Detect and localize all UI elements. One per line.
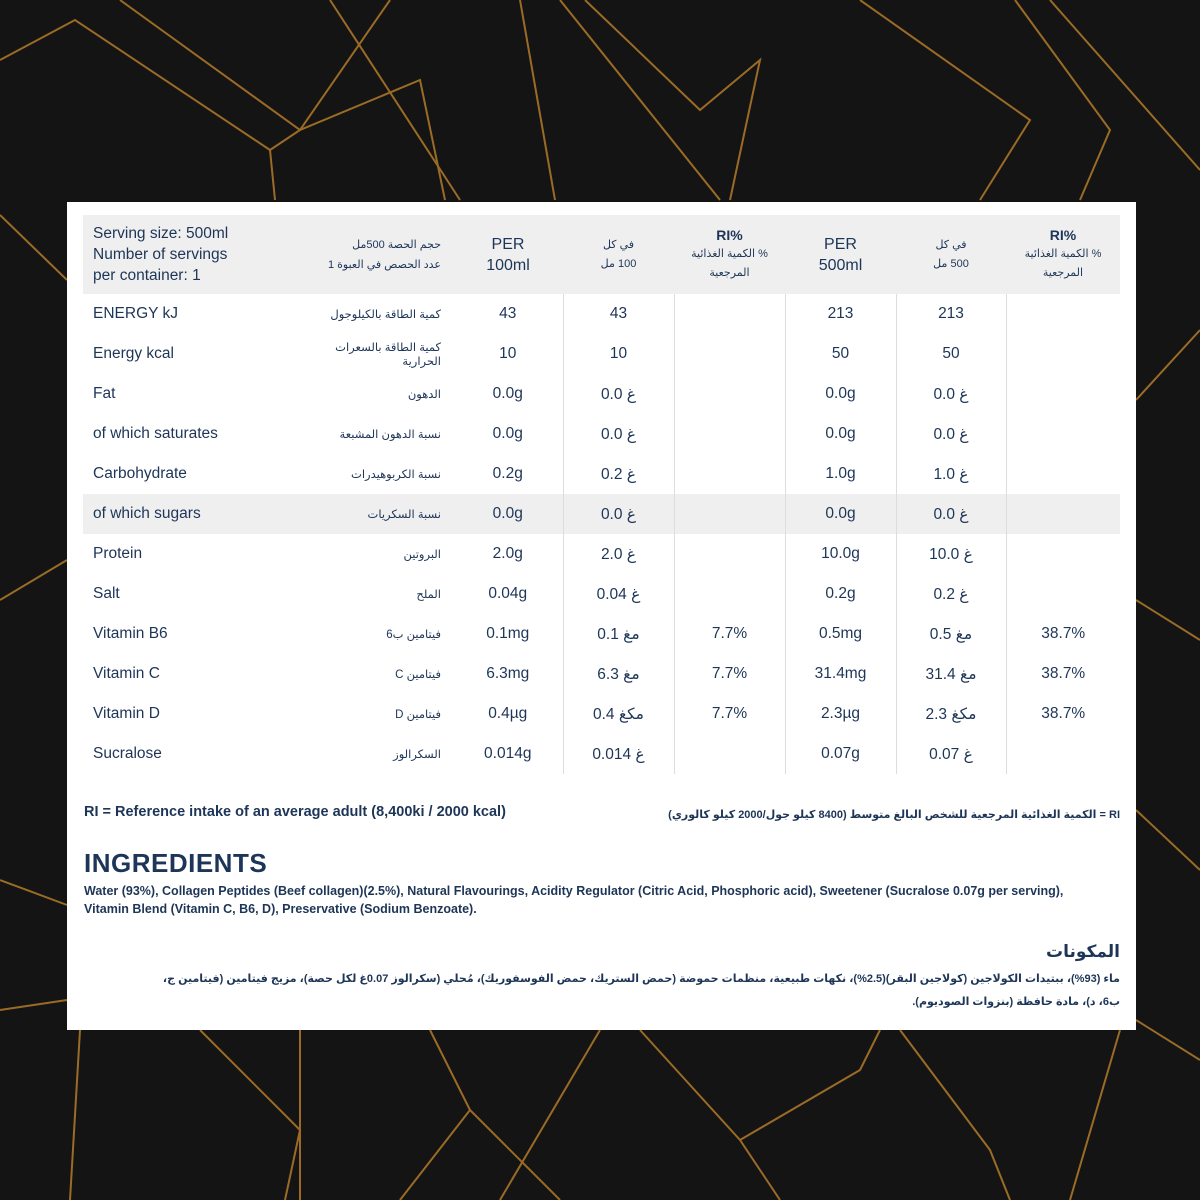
value-per-500ml-ar: 0.0 غ — [896, 494, 1006, 534]
value-per-100ml-ar: 0.2 غ — [563, 454, 674, 494]
value-per-100ml-ar: 43 — [563, 294, 674, 334]
ri-500ml-header: %RI % الكمية الغذائية المرجعية — [1024, 227, 1102, 279]
value-per-100ml: 2.0g — [492, 545, 523, 562]
value-per-500ml: 0.2g — [785, 574, 896, 614]
serving-info-en: Serving size: 500ml Number of servings per container: 1 — [93, 225, 229, 284]
nutrition-label-card — [67, 202, 1136, 1030]
per-500ml-header: PER 500ml — [818, 235, 863, 274]
value-per-500ml-ar: 10.0 غ — [896, 534, 1006, 574]
ri-100ml-header: %RI % الكمية الغذائية المرجعية — [691, 227, 768, 279]
table-row — [83, 494, 1120, 534]
ingredients-title: INGREDIENTS — [84, 848, 268, 878]
value-per-500ml-ar: 0.2 غ — [896, 574, 1006, 614]
value-per-100ml-ar: 0.0 غ — [563, 494, 674, 534]
per-500ml-header-ar: في كل 500 مل — [933, 238, 969, 270]
table-row — [83, 414, 1120, 454]
table-row — [83, 694, 1120, 734]
value-per-500ml: 0.0g — [785, 414, 896, 454]
ri-footnote-en: RI = Reference intake of an average adult (8,400ki / 2000 kcal) — [84, 804, 506, 820]
nutrient-name: Protein — [93, 545, 143, 562]
ri-per-100ml: 7.7% — [674, 614, 785, 654]
ri-per-100ml — [674, 374, 785, 414]
ri-per-500ml — [1006, 374, 1120, 414]
ri-per-500ml: 38.7% — [1006, 654, 1120, 694]
value-per-500ml-ar: 0.0 غ — [896, 414, 1006, 454]
table-row — [83, 734, 1120, 774]
value-per-100ml: 43 — [499, 305, 517, 322]
per-100ml-header-ar: في كل 100 مل — [600, 238, 637, 270]
ri-per-500ml — [1006, 734, 1120, 774]
value-per-100ml-ar: 6.3 مغ — [563, 654, 674, 694]
nutrient-name: Vitamin B6 — [93, 625, 168, 642]
nutrient-name: Salt — [93, 585, 120, 602]
value-per-100ml-ar: 0.0 غ — [563, 374, 674, 414]
nutrient-name-ar: كمية الطاقة بالكيلوجول — [330, 309, 441, 321]
ri-per-500ml: 38.7% — [1006, 694, 1120, 734]
value-per-500ml: 31.4mg — [785, 654, 896, 694]
ri-per-500ml — [1006, 454, 1120, 494]
nutrient-name-ar: البروتين — [403, 549, 441, 561]
value-per-500ml: 2.3µg — [785, 694, 896, 734]
ingredients-text-ar: ماء (93%)، ببتيدات الكولاجين (كولاجين البقر)(2.5%)، نكهات طبيعية، منظمات حموضة (حمض الستريك، حمض الفوسفوريك)، مُحلي (سكرالوز 0.07غ لكل حصة)، مزيج فيتامين (فيتامين ج، ب6، د)، مادة حافظة (بنزوات الصوديوم). — [162, 973, 1120, 1008]
value-per-100ml-ar: 0.4 مكغ — [563, 694, 674, 734]
value-per-500ml: 10.0g — [785, 534, 896, 574]
table-row — [83, 614, 1120, 654]
nutrition-rows — [83, 294, 1120, 774]
table-row — [83, 454, 1120, 494]
value-per-500ml-ar: 1.0 غ — [896, 454, 1006, 494]
ri-per-500ml — [1006, 294, 1120, 334]
value-per-100ml: 6.3mg — [486, 665, 530, 682]
serving-info-ar: حجم الحصة 500مل عدد الحصص في العبوة 1 — [327, 238, 441, 271]
value-per-500ml-ar: 50 — [896, 334, 1006, 374]
ri-per-500ml — [1006, 334, 1120, 374]
value-per-100ml: 0.04g — [488, 585, 528, 602]
value-per-500ml-ar: 0.07 غ — [896, 734, 1006, 774]
nutrient-name-ar: فيتامين C — [395, 669, 441, 681]
nutrient-name-ar: فيتامين D — [395, 709, 441, 721]
nutrient-name: Vitamin C — [93, 665, 160, 682]
nutrient-name-ar: الدهون — [407, 389, 441, 401]
value-per-500ml-ar: 31.4 مغ — [896, 654, 1006, 694]
nutrient-name: Vitamin D — [93, 705, 160, 722]
value-per-100ml-ar: 10 — [563, 334, 674, 374]
nutrient-name-ar: الملح — [416, 589, 441, 601]
table-row — [83, 374, 1120, 414]
ri-per-100ml — [674, 334, 785, 374]
ri-per-500ml — [1006, 414, 1120, 454]
ri-per-500ml: 38.7% — [1006, 614, 1120, 654]
ri-per-100ml — [674, 454, 785, 494]
value-per-500ml: 213 — [785, 294, 896, 334]
nutrient-name-ar: السكرالوز — [393, 749, 441, 761]
value-per-500ml: 0.0g — [785, 494, 896, 534]
nutrient-name-ar: نسبة الدهون المشبعة — [339, 429, 441, 441]
nutrient-name-ar: فيتامين ب6 — [386, 629, 441, 641]
table-row — [83, 294, 1120, 334]
value-per-500ml: 50 — [785, 334, 896, 374]
value-per-100ml-ar: 0.1 مغ — [563, 614, 674, 654]
ri-per-100ml — [674, 574, 785, 614]
value-per-100ml: 0.014g — [484, 745, 532, 762]
nutrient-name: of which sugars — [83, 494, 303, 534]
nutrient-name: of which saturates — [93, 425, 218, 442]
nutrition-table — [83, 215, 1120, 774]
nutrient-name-ar: كمية الطاقة بالسعرات الحرارية — [335, 342, 441, 368]
value-per-100ml: 0.0g — [453, 494, 563, 534]
ri-per-500ml — [1006, 534, 1120, 574]
ri-per-100ml — [674, 534, 785, 574]
value-per-100ml: 0.2g — [492, 465, 523, 482]
value-per-500ml: 0.0g — [785, 374, 896, 414]
value-per-500ml-ar: 0.5 مغ — [896, 614, 1006, 654]
value-per-100ml: 0.0g — [492, 385, 523, 402]
value-per-500ml: 0.07g — [785, 734, 896, 774]
value-per-500ml-ar: 0.0 غ — [896, 374, 1006, 414]
value-per-100ml: 0.4µg — [488, 705, 528, 722]
value-per-500ml: 1.0g — [785, 454, 896, 494]
ri-per-500ml — [1006, 574, 1120, 614]
ri-footnote-ar: RI = الكمية الغذائية المرجعية للشخص البالغ متوسط (8400 كيلو جول/2000 كيلو كالوري) — [668, 809, 1120, 821]
value-per-100ml-ar: 0.04 غ — [563, 574, 674, 614]
value-per-100ml-ar: 0.0 غ — [563, 414, 674, 454]
ri-per-500ml — [1006, 494, 1120, 534]
table-row — [83, 534, 1120, 574]
table-row — [83, 574, 1120, 614]
table-row — [83, 654, 1120, 694]
value-per-100ml: 10 — [499, 345, 517, 362]
value-per-100ml-ar: 2.0 غ — [563, 534, 674, 574]
ri-per-100ml — [674, 734, 785, 774]
value-per-500ml-ar: 213 — [896, 294, 1006, 334]
nutrient-name: Energy kcal — [93, 345, 174, 362]
value-per-100ml-ar: 0.014 غ — [563, 734, 674, 774]
nutrient-name: Fat — [93, 385, 116, 402]
nutrient-name-ar: نسبة الكربوهيدرات — [351, 469, 441, 481]
ri-per-100ml — [674, 294, 785, 334]
table-header-row — [83, 215, 1120, 294]
nutrient-name: Carbohydrate — [93, 465, 187, 482]
ri-per-100ml: 7.7% — [674, 694, 785, 734]
value-per-500ml-ar: 2.3 مكغ — [896, 694, 1006, 734]
table-row — [83, 334, 1120, 374]
per-100ml-header: PER 100ml — [486, 235, 530, 274]
ri-per-100ml — [674, 414, 785, 454]
nutrient-name: ENERGY kJ — [93, 305, 178, 322]
value-per-500ml: 0.5mg — [785, 614, 896, 654]
ingredients-title-ar: المكونات — [1045, 942, 1120, 961]
ri-per-100ml: 7.7% — [674, 654, 785, 694]
value-per-100ml: 0.1mg — [486, 625, 530, 642]
value-per-100ml: 0.0g — [492, 425, 523, 442]
ingredients-text: Water (93%), Collagen Peptides (Beef collagen)(2.5%), Natural Flavourings, Acidity Regulator (Citric Acid, Phosphoric acid), Sweetener (Sucralose 0.07g per serving), Vitamin Blend (Vitamin C, B6, D), Preservative (Sodium Benzoate). — [84, 884, 1064, 916]
nutrient-name-ar: نسبة السكريات — [303, 494, 453, 534]
ri-per-100ml — [674, 494, 785, 534]
nutrient-name: Sucralose — [93, 745, 162, 762]
